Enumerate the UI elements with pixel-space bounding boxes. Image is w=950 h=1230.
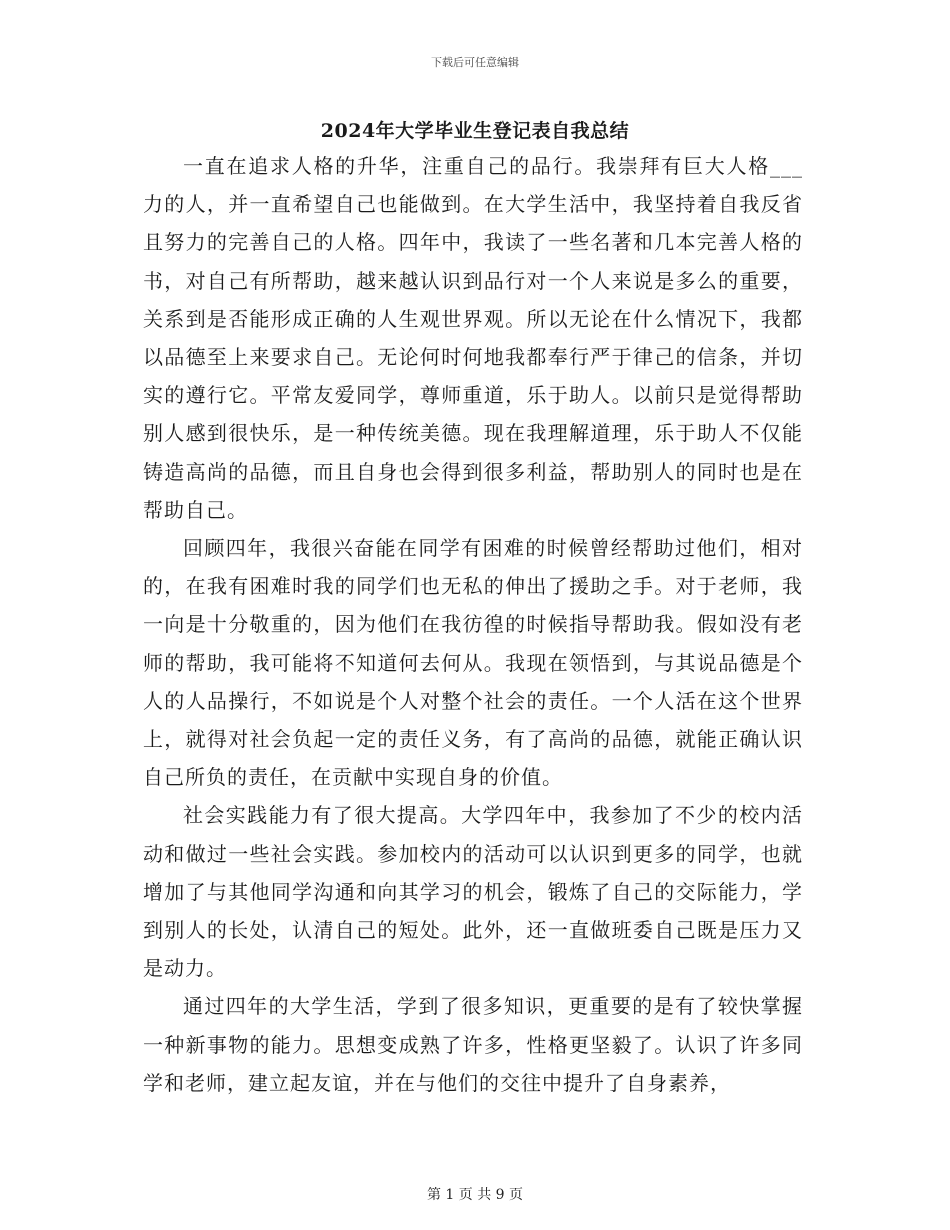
page-number: 第 1 页 共 9 页 [426, 1187, 524, 1203]
document-body [143, 147, 803, 1102]
header-note: 下载后可任意编辑 [431, 56, 519, 69]
paragraph-2: 回顾四年，我很兴奋能在同学有困难的时候曾经帮助过他们，相对的，在我有困难时我的同学们也无私的伸出了援助之手。对于老师，我一向是十分敬重的，因为他们在我彷徨的时候指导帮助我。假如没有老师的帮助，我可能将不知道何去何从。我现在领悟到，与其说品德是个人的人品操行，不如说是个人对整个社会的责任。一个人活在这个世界上，就得对社会负起一定的责任义务，有了高尚的品德，就能正确认识自己所负的责任，在贡献中实现自身的价值。 [143, 536, 803, 790]
paragraph-3: 社会实践能力有了很大提高。大学四年中，我参加了不少的校内活动和做过一些社会实践。参加校内的活动可以认识到更多的同学，也就增加了与其他同学沟通和向其学习的机会，锻炼了自己的交际能力，学到别人的长处，认清自己的短处。此外，还一直做班委自己既是压力又是动力。 [143, 803, 803, 981]
paragraph-1: 一直在追求人格的升华，注重自己的品行。我崇拜有巨大人格___力的人，并一直希望自己也能做到。在大学生活中，我坚持着自我反省且努力的完善自己的人格。四年中，我读了一些名著和几本完善人格的书，对自己有所帮助，越来越认识到品行对一个人来说是多么的重要，关系到是否能形成正确的人生观世界观。所以无论在什么情况下，我都以品德至上来要求自己。无论何时何地我都奉行严于律己的信条，并切实的遵行它。平常友爱同学，尊师重道，乐于助人。以前只是觉得帮助别人感到很快乐，是一种传统美德。现在我理解道理，乐于助人不仅能铸造高尚的品德，而且自身也会得到很多利益，帮助别人的同时也是在帮助自己。 [143, 154, 803, 522]
paragraph-4: 通过四年的大学生活，学到了很多知识，更重要的是有了较快掌握一种新事物的能力。思想变成熟了许多，性格更坚毅了。认识了许多同学和老师，建立起友谊，并在与他们的交往中提升了自身素养， [143, 994, 803, 1095]
document-title: 2024年大学毕业生登记表自我总结 [320, 120, 630, 142]
